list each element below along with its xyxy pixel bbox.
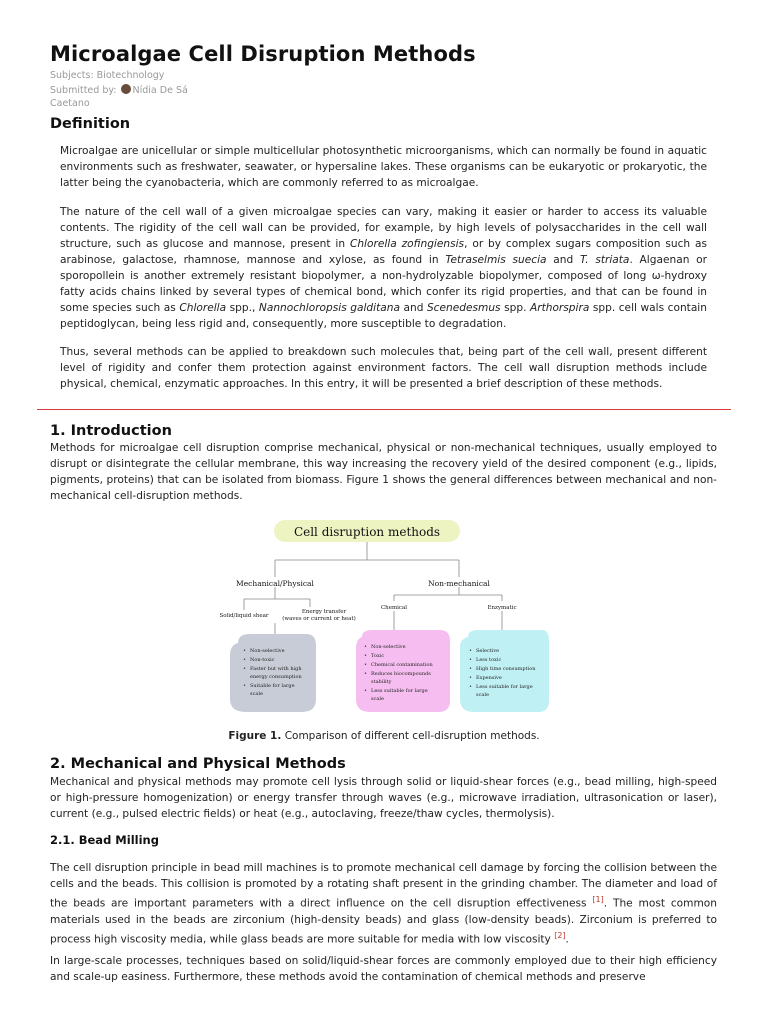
bead-milling-heading: 2.1. Bead Milling: [50, 833, 159, 847]
introduction-paragraph: Methods for microalgae cell disruption comprise mechanical, physical or non-mechanical techniques, usually employed to disrupt or disintegrate the cellular membrane, this way increasing the recovery yield of the desired component (e.g., lipids, pigments, proteins) that can be isolated from biomass. Figure 1 shows the general differences between mechanical and non-mechanical cell-disruption methods.: [50, 442, 717, 502]
page-title: Microalgae Cell Disruption Methods: [50, 42, 476, 66]
mech-item: Faster but with high: [250, 666, 302, 672]
definition-paragraph-1: Microalgae are unicellular or simple multicellular photosynthetic microorganisms, which can normally be found in aquatic environments such as freshwater, seawater, or hypersaline lakes. These organisms can be eukaryotic or prokaryotic, the latter being the cyanobacteria, which are commonly referred to as microalgae.: [60, 145, 707, 189]
mech-item: Non-toxic: [250, 657, 275, 663]
submitted-line: [50, 84, 188, 96]
introduction-heading: 1. Introduction: [50, 423, 172, 439]
chem-bullet: •: [364, 653, 367, 659]
enz-item: Expensive: [476, 675, 502, 681]
definition-heading: Definition: [50, 116, 131, 132]
chem-item: Less suitable for large: [371, 688, 428, 694]
enz-bullet: •: [469, 675, 472, 681]
enz-bullet: •: [469, 684, 472, 690]
figure-caption-label: Figure 1.: [228, 730, 282, 742]
reference-link-1[interactable]: [1]: [592, 895, 604, 904]
enz-item: Less suitable for large: [476, 684, 533, 690]
reference-link-2[interactable]: [2]: [554, 930, 566, 940]
section-divider: [37, 409, 731, 410]
figure-cell-disruption-methods: [212, 515, 557, 715]
enz-bullet: •: [469, 648, 472, 654]
chem-bullet: •: [364, 662, 367, 668]
avatar[interactable]: [121, 84, 131, 94]
mech-bullet: •: [243, 648, 246, 654]
chem-bullet: •: [364, 644, 367, 650]
chem-item: Chemical contamination: [371, 662, 433, 668]
sub-chemical: Chemical: [380, 605, 408, 611]
sub-energy-transfer: Energy transfer: [301, 609, 347, 615]
figure-caption-text: Comparison of different cell-disruption methods.: [281, 730, 540, 742]
mechanical-heading: 2. Mechanical and Physical Methods: [50, 756, 346, 772]
box-mechanical: [230, 634, 316, 712]
subjects-line[interactable]: Subjects: Biotechnology: [50, 70, 165, 81]
mech-bullet: •: [243, 683, 246, 689]
enz-item: scale: [476, 692, 489, 698]
enz-bullet: •: [469, 657, 472, 663]
bead-milling-paragraph-2: In large-scale processes, techniques based on solid/liquid-shear forces are commonly employed due to their high efficiency and scale-up easiness. Furthermore, these methods avoid the contamination of chemical methods and preserve: [50, 955, 717, 983]
author-name-first[interactable]: Nídia De Sá: [132, 85, 188, 96]
branch-mechanical: Mechanical/Physical: [236, 579, 314, 588]
mech-item: Non-selective: [250, 648, 285, 654]
enz-item: High time consumption: [476, 666, 536, 672]
sub-solid-liquid-shear: Solid/liquid shear: [219, 613, 269, 619]
figure-caption: [0, 730, 768, 742]
enz-item: Selective: [476, 648, 500, 654]
mech-item: scale: [250, 691, 263, 697]
bead-milling-paragraph-1: The cell disruption principle in bead mill machines is to promote mechanical cell damage by forcing the collision between the cells and the beads. This collision is promoted by a rotating shaft present in the grinding chamber. The diameter and load of the beads are important parameters with a direct influence on the cell disruption effectiveness [1]. The most common materials used in the beads are zirconium (high-density beads) and glass (low-density beads). Zirconium is preferred to process high viscosity media, while glass beads are more suitable for media with low viscosity [2].: [50, 862, 717, 946]
definition-paragraph-3: Thus, several methods can be applied to breakdown such molecules that, being part of the cell wall, present different level of rigidity and confer them protection against environment factors. The cell wall disruption methods include physical, chemical, enzymatic approaches. In this entry, it will be presented a brief description of these methods.: [60, 346, 707, 390]
figure-title: Cell disruption methods: [293, 525, 441, 539]
enz-item: Less toxic: [476, 657, 502, 663]
sub-energy-transfer-detail: (waves or current or heat): [282, 616, 356, 622]
definition-paragraph-2: The nature of the cell wall of a given microalgae species can vary, making it easier or harder to access its valuable contents. The rigidity of the cell wall can be provided, for example, by high levels of polysaccharides in the cell wall structure, such as glucose and mannose, present in Chlorella zofingiensis, or by complex sugars composition such as arabinose, galactose, rhamnose, mannose and xylose, as found in Tetraselmis suecia and T. striata. Algaenan or sporopollein is another extremely resistant biopolymer, a non-hydrolyzable biopolymer, composed of long ω-hydroxy fatty acids chains linked by several types of chemical bond, which confer its rigid properties, and that can be found in some species such as Chlorella spp., Nannochloropsis galditana and Scenedesmus spp. Arthorspira spp. cell wals contain peptidoglycan, being less rigid and, consequently, more susceptible to degradation.: [60, 206, 708, 330]
branch-non-mechanical: Non-mechanical: [428, 579, 490, 588]
chem-item: stability: [371, 679, 392, 685]
chem-item: scale: [371, 696, 384, 702]
mech-bullet: •: [243, 666, 246, 672]
author-name-last[interactable]: Caetano: [50, 98, 90, 109]
chem-item: Non-selective: [371, 644, 406, 650]
chem-item: Reduces biocompounds: [371, 671, 431, 677]
chem-bullet: •: [364, 688, 367, 694]
mech-bullet: •: [243, 657, 246, 663]
enz-bullet: •: [469, 666, 472, 672]
mech-item: Suitable for large: [250, 683, 295, 689]
mech-item: energy consumption: [250, 674, 302, 680]
mechanical-paragraph: Mechanical and physical methods may promote cell lysis through solid or liquid-shear forces (e.g., bead milling, high-speed or high-pressure homogenization) or energy transfer through waves (e.g., microwave irradiation, ultrasonication or laser), current (e.g., pulsed electric fields) or heat (e.g., autoclaving, freeze/thaw cycles, thermolysis).: [50, 776, 717, 820]
sub-enzymatic: Enzymatic: [487, 605, 517, 611]
chem-bullet: •: [364, 671, 367, 677]
chem-item: Toxic: [371, 653, 385, 659]
submitted-label: Submitted by:: [50, 85, 117, 96]
